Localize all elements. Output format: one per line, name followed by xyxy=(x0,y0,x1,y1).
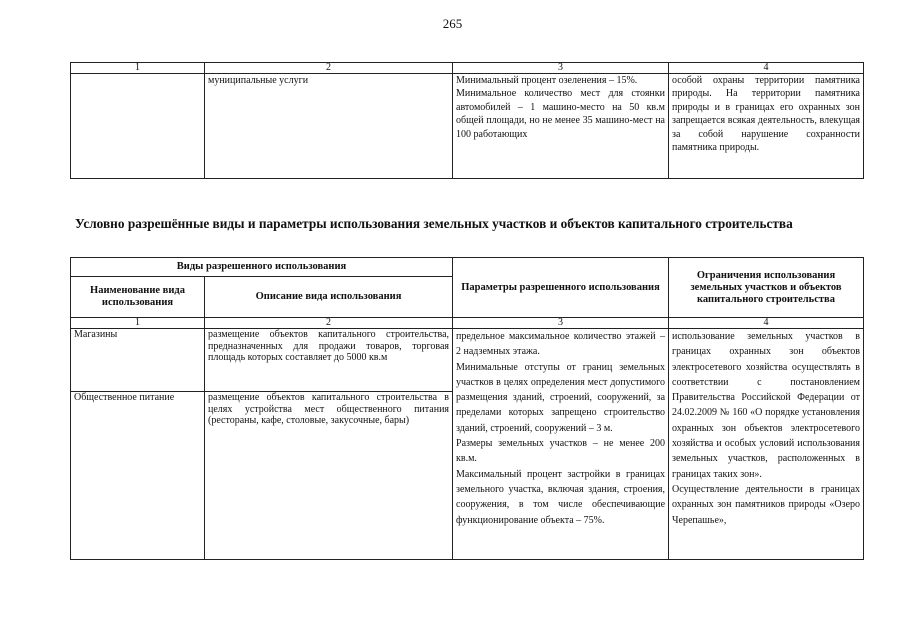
header-row xyxy=(71,258,864,277)
table-conditional-uses xyxy=(70,257,864,560)
column-number-row xyxy=(71,63,864,74)
cell-parameters xyxy=(453,329,669,560)
header-parameters: Параметры разрешенного использования xyxy=(453,258,669,318)
column-number: 4 xyxy=(669,63,864,74)
column-number: 3 xyxy=(453,318,669,329)
cell-restrictions xyxy=(669,74,864,179)
use-name: Магазины xyxy=(74,329,118,340)
page-number: 265 xyxy=(442,16,463,31)
description-text: муниципальные услуги xyxy=(208,75,309,86)
cell-parameters xyxy=(453,74,669,179)
table-continuation xyxy=(70,62,864,179)
cell-description xyxy=(205,74,453,179)
table-row xyxy=(71,329,864,392)
column-number: 3 xyxy=(453,63,669,74)
cell-restrictions xyxy=(669,329,864,560)
cell-description xyxy=(205,329,453,392)
column-number: 1 xyxy=(71,63,205,74)
header-description: Описание вида использования xyxy=(205,277,453,318)
cell-description xyxy=(205,392,453,560)
table-row xyxy=(71,74,864,179)
cell-name xyxy=(71,74,205,179)
parameter-text: Размеры земельных участков – не менее 200 кв.м. xyxy=(456,438,666,465)
parameter-text: Минимальное количество мест для стоянки автомобилей – 1 машино-место на 50 кв.м общей площади, но не менее 35 машино-мест на 100 работающих xyxy=(456,88,665,140)
restriction-text: использование земельных участков в границах охранных зон объектов электросетевого хозяйства осуществлять в соответствии с постановлением Правительства Российской Федерации от 24.02.2009 № 160 «О порядке установления охранных зон объектов электросетевого хозяйства и особых условий использования земельных участков, расположенных в границах таких зон». xyxy=(672,331,861,480)
header-group: Виды разрешенного использования xyxy=(71,258,453,277)
restriction-text: особой охраны территории памятника природы. На территории памятника природы и в границах его охранных зон запрещается всякая деятельность, влекущая за собой нарушение сохранности памятника природы. xyxy=(672,75,860,154)
use-name: Общественное питание xyxy=(74,392,175,403)
parameter-text: Минимальные отступы от границ земельных участков в целях определения мест допустимого размещения зданий, строений, сооружений, за пределами которых запрещено строительство зданий, строений, сооружений – 3 м. xyxy=(456,361,666,434)
restriction-text: Осуществление деятельности в границах охранных зон памятников природы «Озеро Черепашье», xyxy=(672,483,861,526)
section-title: Условно разрешённые виды и параметры использования земельных участков и объектов капитального строительства xyxy=(75,216,793,231)
header-name: Наименование вида использования xyxy=(71,277,205,318)
column-number: 4 xyxy=(669,318,864,329)
parameter-text: Максимальный процент застройки в границах земельного участка, включая здания, строения, сооружения, в том числе обеспечивающие функционирование объекта – 75%. xyxy=(456,468,666,526)
column-number-row xyxy=(71,318,864,329)
header-restrictions: Ограничения использования земельных участков и объектов капитального строительства xyxy=(669,258,864,318)
cell-name xyxy=(71,329,205,392)
use-description: размещение объектов капитального строительства, предназначенных для продажи товаров, торговая площадь которых составляет до 5000 кв.м xyxy=(208,329,450,363)
cell-name xyxy=(71,392,205,560)
column-number: 2 xyxy=(205,318,453,329)
use-description: размещение объектов капитального строительства в целях устройства мест общественного питания (рестораны, кафе, столовые, закусочные, бары) xyxy=(208,392,450,426)
parameter-text: Минимальный процент озеленения – 15%. xyxy=(456,75,638,86)
parameter-text: предельное максимальное количество этажей – 2 надземных этажа. xyxy=(456,331,666,358)
column-number: 1 xyxy=(71,318,205,329)
column-number: 2 xyxy=(205,63,453,74)
